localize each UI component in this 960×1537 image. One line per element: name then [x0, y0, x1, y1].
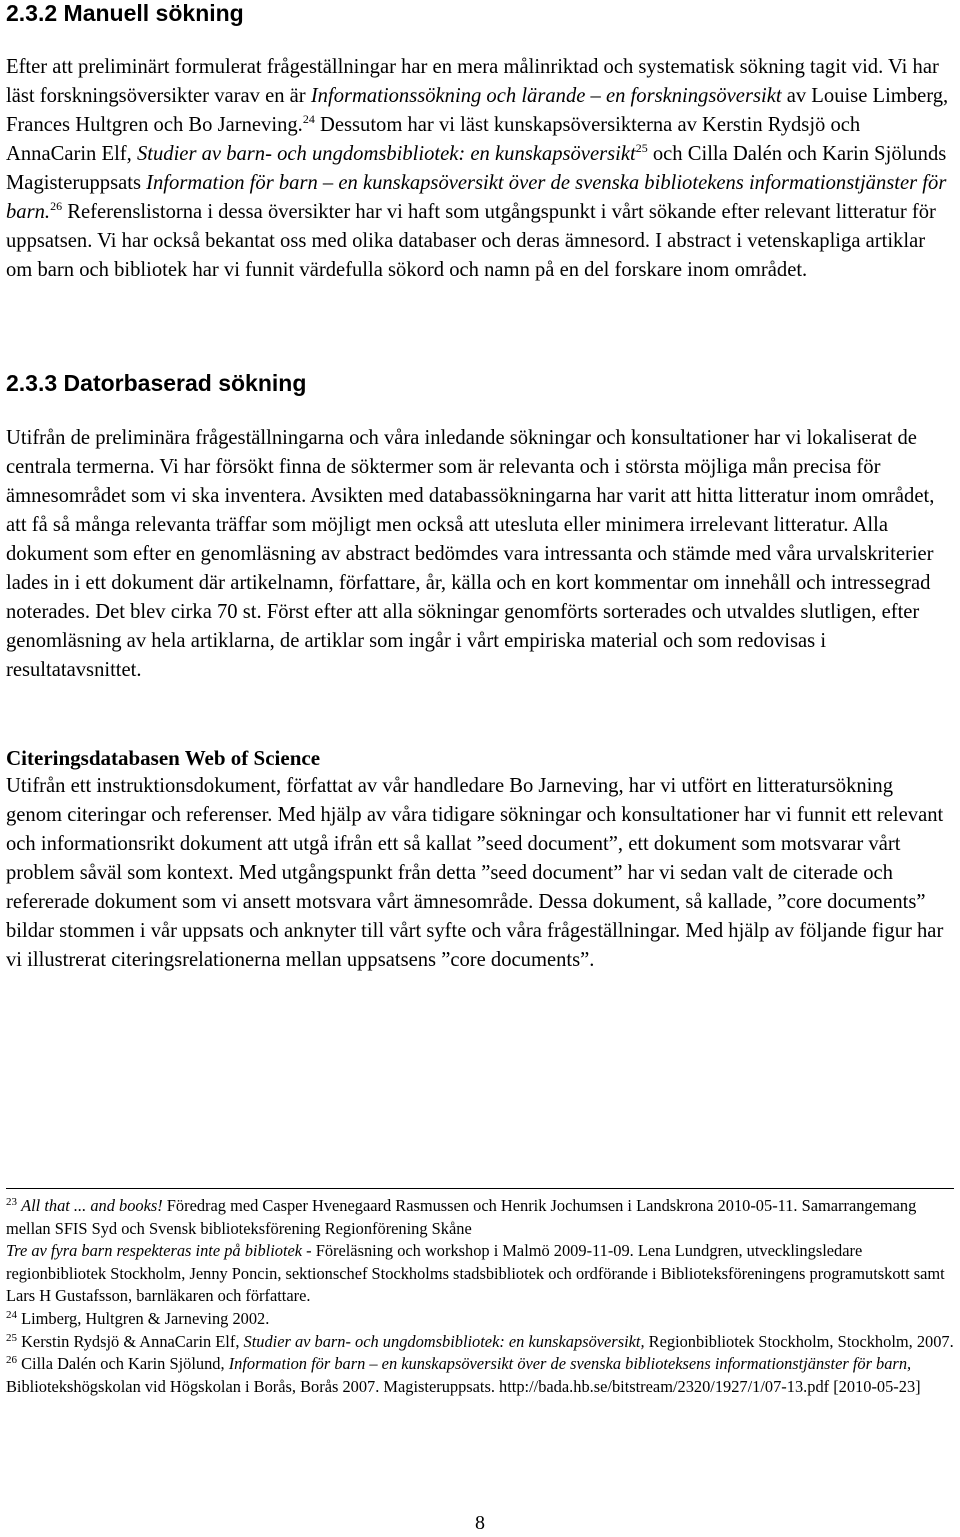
text-run: Regionbibliotek Stockholm, Stockholm, 2007. [644, 1331, 954, 1351]
section-heading-datorbaserad-sokning: 2.3.3 Datorbaserad sökning [6, 370, 307, 396]
italic-title: Studier av barn- och ungdomsbibliotek: en kunskapsöversikt, [243, 1331, 645, 1351]
footnote-ref: 24 [6, 1308, 17, 1321]
italic-title: All that ... and books! [21, 1196, 163, 1215]
italic-title: Studier av barn- och ungdomsbibliotek: en kunskapsöversikt [136, 143, 636, 165]
text-run: Referenslistorna i dessa översikter har vi haft som utgångspunkt i vårt sökande efter relevant litteratur för uppsatsen. Vi har också bekantat oss med olika databaser och deras ämnesord. I abstract i vetenskapliga artiklar om barn och bibliotek har vi funnit värdefulla sökord och namn på en del forskare inom området. [6, 201, 936, 281]
italic-title: Information för barn – en kunskapsöversikt över de svenska bibliotekens informationstjänster för barn. [6, 172, 947, 223]
text-run: - Föreläsning och workshop i Malmö 2009-11-09. Lena Lundgren, utvecklingsledare regionbibliotek Stockholm, Jenny Poncin, sektionschef Stockholms stadsbibliotek och ordförande i Biblioteksföreningens programutskott samt Lars H Gustafsson, barnläkaren och författare. [6, 1241, 945, 1306]
footnote-entry [6, 1331, 954, 1354]
page-number: 8 [475, 1512, 485, 1534]
italic-title: Information för barn – en kunskapsöversikt över de svenska biblioteksens informationstjänster för barn, [228, 1354, 912, 1374]
text-run: Bibliotekshögskolan vid Högskolan i Borås, Borås 2007. Magisteruppsats. http://bada.hb.se/bitstream/2320/1927/1/07-13.pdf [2010-05-23] [6, 1376, 921, 1396]
footnote-entry [6, 1308, 954, 1331]
footnote-entry [6, 1195, 954, 1240]
paragraph-manuell-sokning [6, 53, 954, 285]
italic-title: Informationssökning och lärande – en forskningsöversikt [310, 85, 782, 107]
paragraph-web-of-science [6, 772, 954, 975]
footnote-entry [6, 1240, 954, 1308]
text-run: Utifrån de preliminära frågeställningarna och våra inledande sökningar och konsultationer har vi lokaliserat de centrala termerna. Vi har försökt finna de söktermer som är relevanta och i största möjliga mån precisa för ämnesområdet som vi ska inventera. Avsikten med databassökningarna har varit att hitta litteratur inom området, att få så många relevanta träffar som möjligt men också att utesluta eller minimera irrelevant litteratur. Alla dokument som efter en genomläsning av abstract bedömdes vara intressanta och stämde med våra urvalskriterier lades in i ett dokument där artikelnamn, författare, år, källa och en kort kommentar om innehåll och intressegrad noterades. Det blev cirka 70 st. Först efter att alla sökningar genomförts sorterades och utvaldes slutligen, efter genomläsning av hela artiklarna, de artiklar som ingår i vårt empiriska material och som redovisas i resultatavsnittet. [6, 427, 935, 681]
section-heading-manuell-sokning: 2.3.2 Manuell sökning [6, 0, 244, 26]
footnote-ref: 26 [6, 1354, 17, 1367]
text-run: Kerstin Rydsjö & AnnaCarin Elf, [17, 1331, 244, 1351]
footnote-ref: 24 [302, 112, 315, 126]
footnote-ref: 25 [6, 1331, 17, 1344]
text-run: Efter att preliminärt formulerat frågeställningar har en mera målinriktad och systematisk sökning tagit vid. Vi har läst forskningsöversikter varav en är [6, 56, 939, 107]
footnote-entry [6, 1353, 954, 1398]
footnote-ref: 26 [50, 199, 63, 213]
footnote-divider [6, 1188, 954, 1189]
text-run: Föredrag med Casper Hvenegaard Rasmussen och Henrik Jochumsen i Landskrona 2010-05-11. Samarrangemang mellan SFIS Syd och Svensk biblioteksförening Regionförening Skåne [6, 1196, 917, 1238]
text-run: Utifrån ett instruktionsdokument, författat av vår handledare Bo Jarneving, har vi utfört en litteratursökning genom citeringar och referenser. Med hjälp av våra tidigare sökningar och konsultationer har vi funnit ett relevant och informationsrikt dokument att utgå ifrån ett så kallat ”seed document”, ett dokument som motsvarar vårt problem såväl som kontext. Med utgångspunkt från detta ”seed document” har vi sedan valt de citerade och refererade dokument som vi ansett motsvara vårt ämnesområde. Dessa dokument, så kallade, ”core documents” bildar stommen i vår uppsats och anknyter till vårt syfte och våra frågeställningar. Med hjälp av följande figur har vi illustrerat citeringsrelationerna mellan uppsatsens ”core documents”. [6, 775, 944, 971]
text-run: Dessutom har vi läst kunskapsöversikterna av Kerstin Rydsjö och AnnaCarin Elf, [6, 114, 861, 165]
footnote-ref: 25 [635, 141, 648, 155]
text-run: av Louise Limberg, Frances Hultgren och Bo Jarneving. [6, 85, 949, 136]
footnotes [6, 1195, 954, 1398]
footnote-ref: 23 [6, 1196, 17, 1208]
text-run: och Cilla Dalén och Karin Sjölunds Magisteruppsats [6, 143, 947, 194]
subheading-web-of-science: Citeringsdatabasen Web of Science [6, 746, 321, 770]
italic-title: Tre av fyra barn respekteras inte på bibliotek [6, 1241, 303, 1261]
paragraph-datorbaserad-sokning [6, 424, 954, 685]
text-run: Limberg, Hultgren & Jarneving 2002. [17, 1308, 270, 1328]
text-run: Cilla Dalén och Karin Sjölund, [17, 1354, 229, 1374]
